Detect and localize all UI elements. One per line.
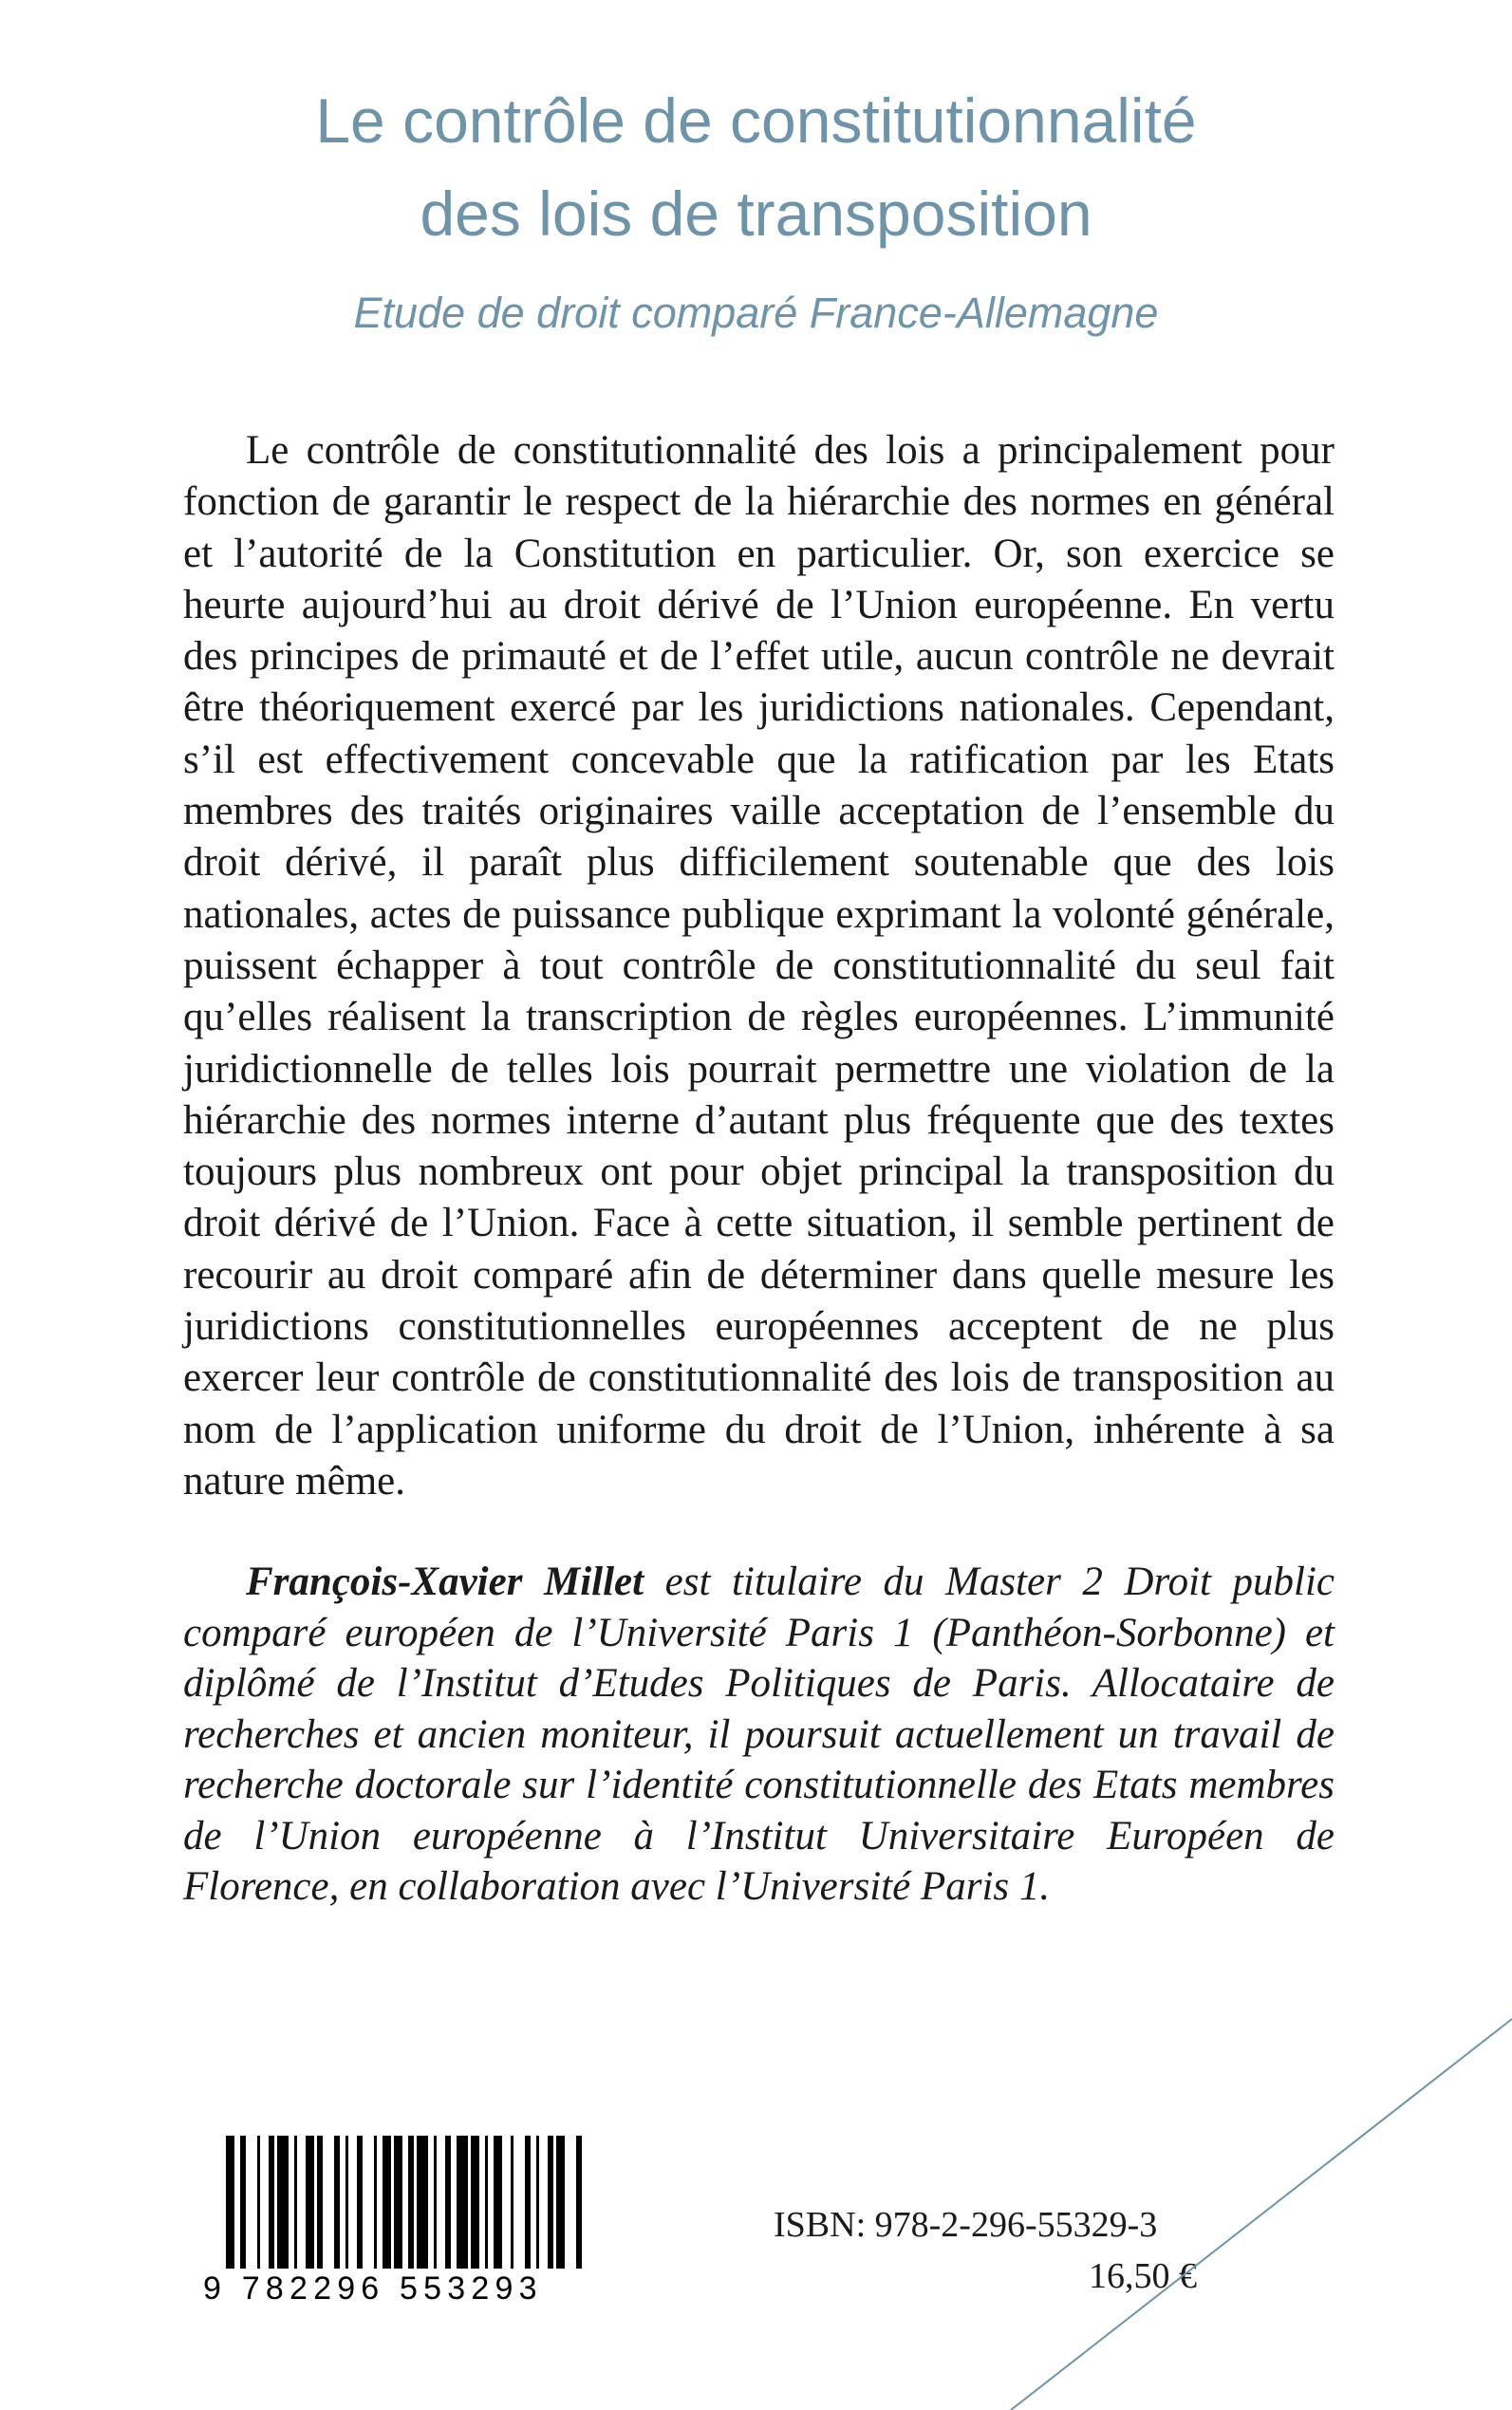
corner-line-stroke — [1011, 2019, 1512, 2410]
author-name: François-Xavier Millet — [246, 1560, 644, 1604]
barcode-digits: 9 782296 553293 — [203, 2270, 543, 2307]
price-label: 16,50 € — [1089, 2256, 1197, 2296]
book-title-line-2: des lois de transposition — [420, 178, 1092, 249]
book-title-line-1: Le contrôle de constitutionnalité — [315, 85, 1197, 156]
isbn-label: ISBN: 978-2-296-55329-3 — [774, 2205, 1158, 2245]
book-subtitle: Etude de droit comparé France-Allemagne — [353, 289, 1159, 337]
author-bio-text: est titulaire du Master 2 Droit public comparé européen de l’Université Paris 1 (Panthéon-Sorbonne) et diplômé de l’Institut d’Etudes Politiques de Paris. Allocataire de recherches et ancien moniteur, il poursuit actuellement un travail de recherche doctorale sur l’identité constitutionnelle des Etats membres de l’Union européenne à l’Institut Universitaire Européen de Florence, en collaboration avec l’Université Paris 1. — [183, 1560, 1335, 1909]
summary-paragraph: Le contrôle de constitutionnalité des lois a principalement pour fonction de garantir le respect de la hiérarchie des normes en général et l’autorité de la Constitution en particulier. Or, son exercice se heurte aujourd’hui au droit dérivé de l’Union européenne. En vertu des principes de primauté et de l’effet utile, aucun contrôle ne devrait être théoriquement exercé par les juridictions nationales. Cependant, s’il est effectivement concevable que la ratification par les Etats membres des traités originaires vaille acceptation de l’ensemble du droit dérivé, il paraît plus difficilement soutenable que des lois nationales, actes de puissance publique exprimant la volonté générale, puissent échapper à tout contrôle de constitutionnalité du seul fait qu’elles réalisent la transcription de règles européennes. L’immunité juridictionnelle de telles lois pourrait permettre une violation de la hiérarchie des normes interne d’autant plus fréquente que des textes toujours plus nombreux ont pour objet principal la transposition du droit dérivé de l’Union. Face à cette situation, il semble pertinent de recourir au droit comparé afin de déterminer dans quelle mesure les juridictions constitutionnelles européennes acceptent de ne plus exercer leur contrôle de constitutionnalité des lois de transposition au nom de l’application uniforme du droit de l’Union, inhérente à sa nature même. — [183, 428, 1335, 1504]
